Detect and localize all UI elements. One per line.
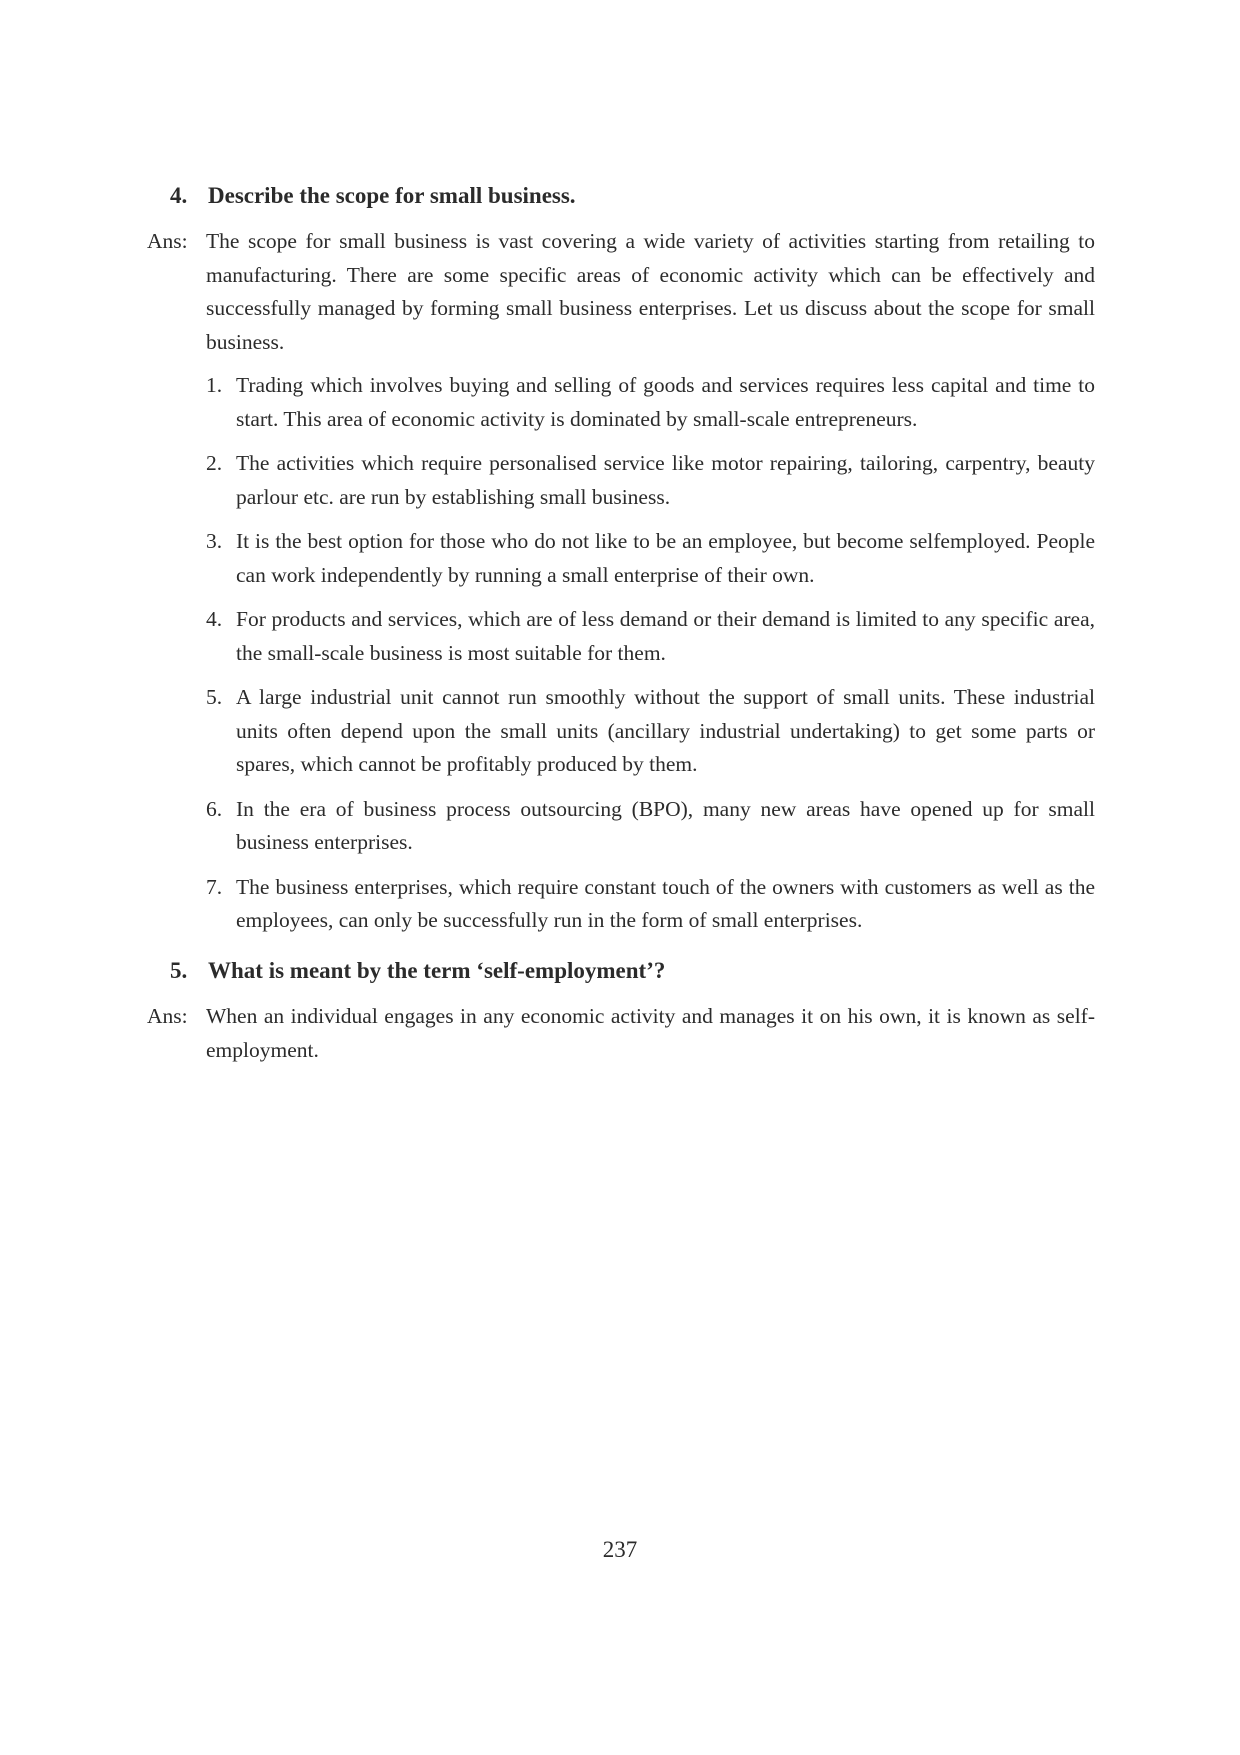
question-text: What is meant by the term ‘self-employment’? xyxy=(208,958,666,983)
list-item-text: In the era of business process outsourcing (BPO), many new areas have opened up for small business enterprises. xyxy=(236,796,1095,854)
list-item xyxy=(206,369,1095,436)
list-item-text: The business enterprises, which require constant touch of the owners with customers as well as the employees, can only be successfully run in the form of small enterprises. xyxy=(236,874,1095,932)
list-item-number: 1. xyxy=(206,373,223,397)
list-item xyxy=(206,871,1095,938)
list-item-number: 2. xyxy=(206,451,223,475)
list-item xyxy=(206,525,1095,592)
answer-label: Ans: xyxy=(147,1004,188,1028)
question-text: Describe the scope for small business. xyxy=(208,183,576,208)
list-item xyxy=(206,447,1095,514)
question-number: 4. xyxy=(170,183,188,208)
list-item-number: 3. xyxy=(206,529,223,553)
list-item-text: The activities which require personalised service like motor repairing, tailoring, carpentry, beauty parlour etc. are run by establishing small business. xyxy=(236,451,1095,509)
list-item xyxy=(206,603,1095,670)
page-number: 237 xyxy=(602,1537,638,1562)
list-item-text: Trading which involves buying and selling of goods and services requires less capital and time to start. This area of economic activity is dominated by small-scale entrepreneurs. xyxy=(236,373,1095,431)
answer-text: When an individual engages in any economic activity and manages it on his own, it is known as self-employment. xyxy=(206,1004,1095,1062)
question-5 xyxy=(170,954,1100,987)
answer-text: The scope for small business is vast covering a wide variety of activities starting from retailing to manufacturing. There are some specific areas of economic activity which can be effectively and successfully managed by forming small business enterprises. Let us discuss about the scope for small business. xyxy=(206,229,1095,354)
list-item-text: It is the best option for those who do not like to be an employee, but become selfemployed. People can work independently by running a small enterprise of their own. xyxy=(236,529,1095,587)
answer-5 xyxy=(147,1000,1095,1067)
list-item-number: 6. xyxy=(206,796,223,821)
list-item-text: For products and services, which are of less demand or their demand is limited to any specific area, the small-scale business is most suitable for them. xyxy=(236,607,1095,665)
list-item-text: A large industrial unit cannot run smoothly without the support of small units. These industrial units often depend upon the small units (ancillary industrial undertaking) to get some parts or spares, which cannot be profitably produced by them. xyxy=(236,685,1095,776)
list-item-number: 4. xyxy=(206,607,223,631)
answer-label: Ans: xyxy=(147,229,188,253)
list-item xyxy=(206,793,1095,860)
answer-4 xyxy=(147,225,1095,359)
list-item-number: 7. xyxy=(206,874,223,899)
scope-list xyxy=(206,369,1095,949)
list-item-number: 5. xyxy=(206,685,223,709)
question-4 xyxy=(170,179,1100,212)
list-item xyxy=(206,681,1095,782)
question-number: 5. xyxy=(170,958,188,983)
